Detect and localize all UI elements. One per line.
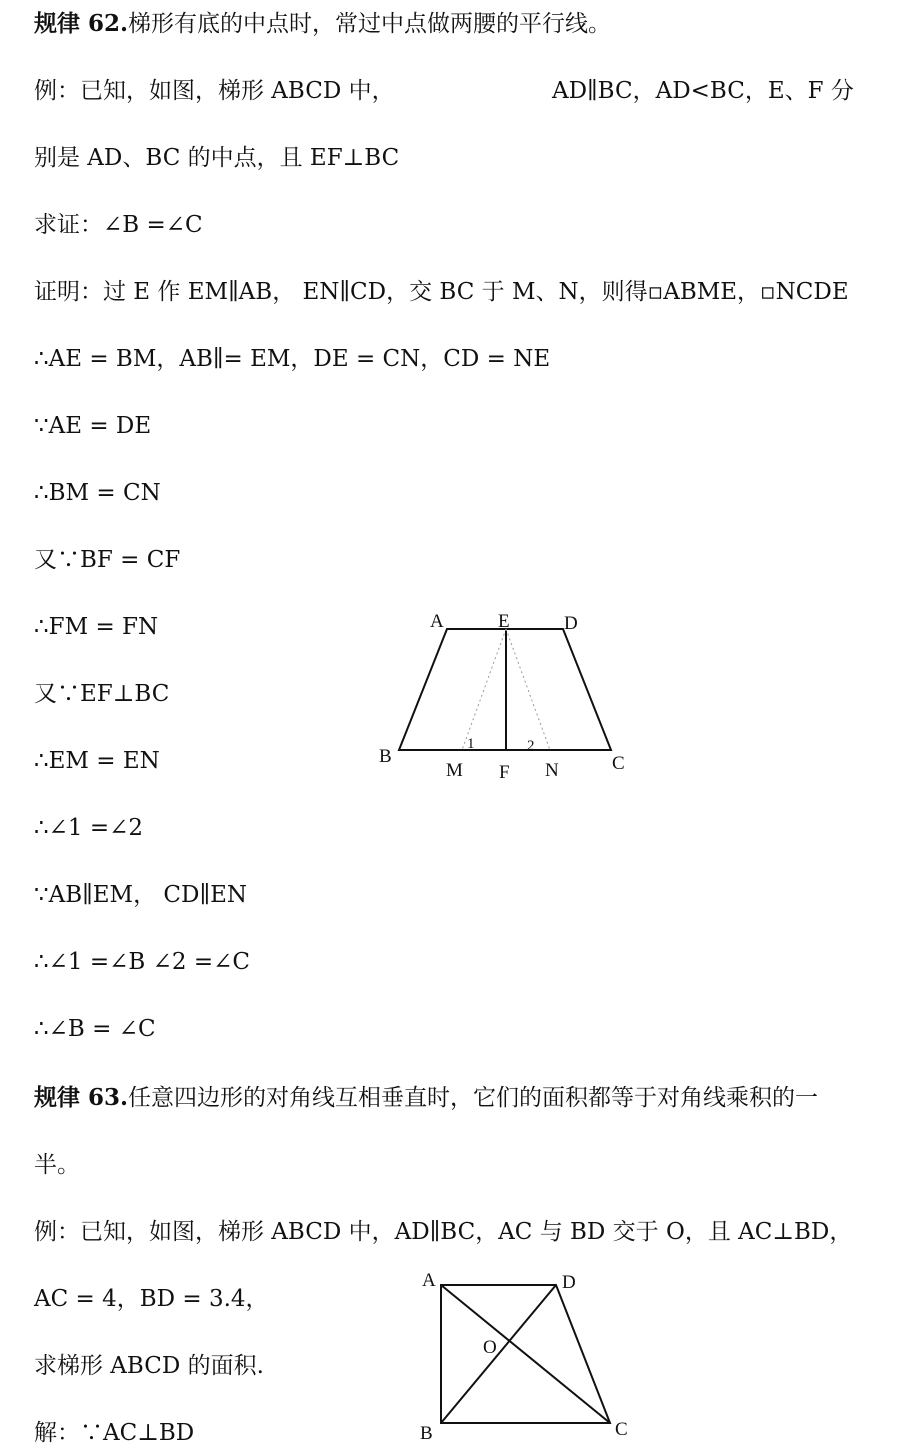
label-o: O — [483, 1337, 497, 1358]
rule63-ask: 求梯形 ABCD 的面积. — [34, 1353, 264, 1379]
proof-step: ∵AE = DE — [34, 413, 152, 439]
rule63-solution: 解：∵AC⊥BD — [34, 1420, 195, 1446]
rule62-label: 规律 62. — [34, 10, 129, 37]
label-a: A — [430, 611, 444, 632]
label-c: C — [612, 753, 625, 774]
proof-step: 又∵EF⊥BC — [34, 681, 170, 707]
rule63-example: 例：已知，如图，梯形 ABCD 中，AD∥BC，AC 与 BD 交于 O，且 AC⊥BD， — [34, 1219, 853, 1245]
segment-em — [462, 629, 506, 750]
proof-step: ∴∠1 =∠B ∠2 =∠C — [34, 949, 250, 975]
label-angle-1: 1 — [467, 736, 475, 752]
rule62-example-line2: 别是 AD、BC 的中点，且 EF⊥BC — [34, 145, 400, 171]
proof-step: 又∵BF = CF — [34, 547, 181, 573]
proof-step: ∴EM = EN — [34, 748, 160, 774]
rule62-text: 梯形有底的中点时，常过中点做两腰的平行线。 — [128, 11, 612, 37]
rule62-heading — [34, 9, 611, 39]
label-a: A — [422, 1270, 436, 1291]
rule62-example-line1 — [34, 76, 854, 106]
proof-step: ∴BM = CN — [34, 480, 161, 506]
proof-step: ∵AB∥EM， CD∥EN — [34, 882, 247, 908]
rule63-heading — [34, 1083, 818, 1113]
proof-step: 证明：过 E 作 EM∥AB， EN∥CD，交 BC 于 M、N，则得▫ABME，▫NCDE — [34, 279, 849, 305]
proof-step: ∴FM = FN — [34, 614, 159, 640]
rule63-text: 任意四边形的对角线互相垂直时，它们的面积都等于对角线乘积的一 — [128, 1085, 819, 1111]
label-angle-2: 2 — [527, 738, 535, 754]
diagonal-ac — [441, 1285, 610, 1423]
label-d: D — [564, 613, 578, 634]
label-e: E — [498, 611, 510, 632]
rule62-example-b: AD∥BC，AD<BC，E、F 分 — [552, 78, 854, 104]
label-d: D — [562, 1272, 576, 1293]
segment-en — [506, 629, 550, 750]
rule63-label: 规律 63. — [34, 1084, 129, 1111]
proof-step: ∴∠1 =∠2 — [34, 815, 144, 841]
label-b: B — [420, 1423, 433, 1444]
trapezoid-figure-63 — [410, 1262, 650, 1452]
rule62-prove: 求证：∠B =∠C — [34, 212, 203, 238]
label-c: C — [615, 1419, 628, 1440]
label-b: B — [379, 746, 392, 767]
trapezoid-figure-62 — [370, 600, 640, 790]
rule63-given: AC = 4，BD = 3.4， — [34, 1286, 269, 1312]
diagonal-bd — [441, 1285, 556, 1423]
rule63-text-cont: 半。 — [34, 1152, 80, 1178]
label-m: M — [446, 760, 463, 781]
label-f: F — [499, 762, 510, 783]
proof-step: ∴∠B = ∠C — [34, 1016, 156, 1042]
proof-step: ∴AE = BM，AB∥= EM，DE = CN，CD = NE — [34, 346, 551, 372]
label-n: N — [545, 760, 559, 781]
rule62-example-a: 例：已知，如图，梯形 ABCD 中， — [34, 78, 395, 104]
